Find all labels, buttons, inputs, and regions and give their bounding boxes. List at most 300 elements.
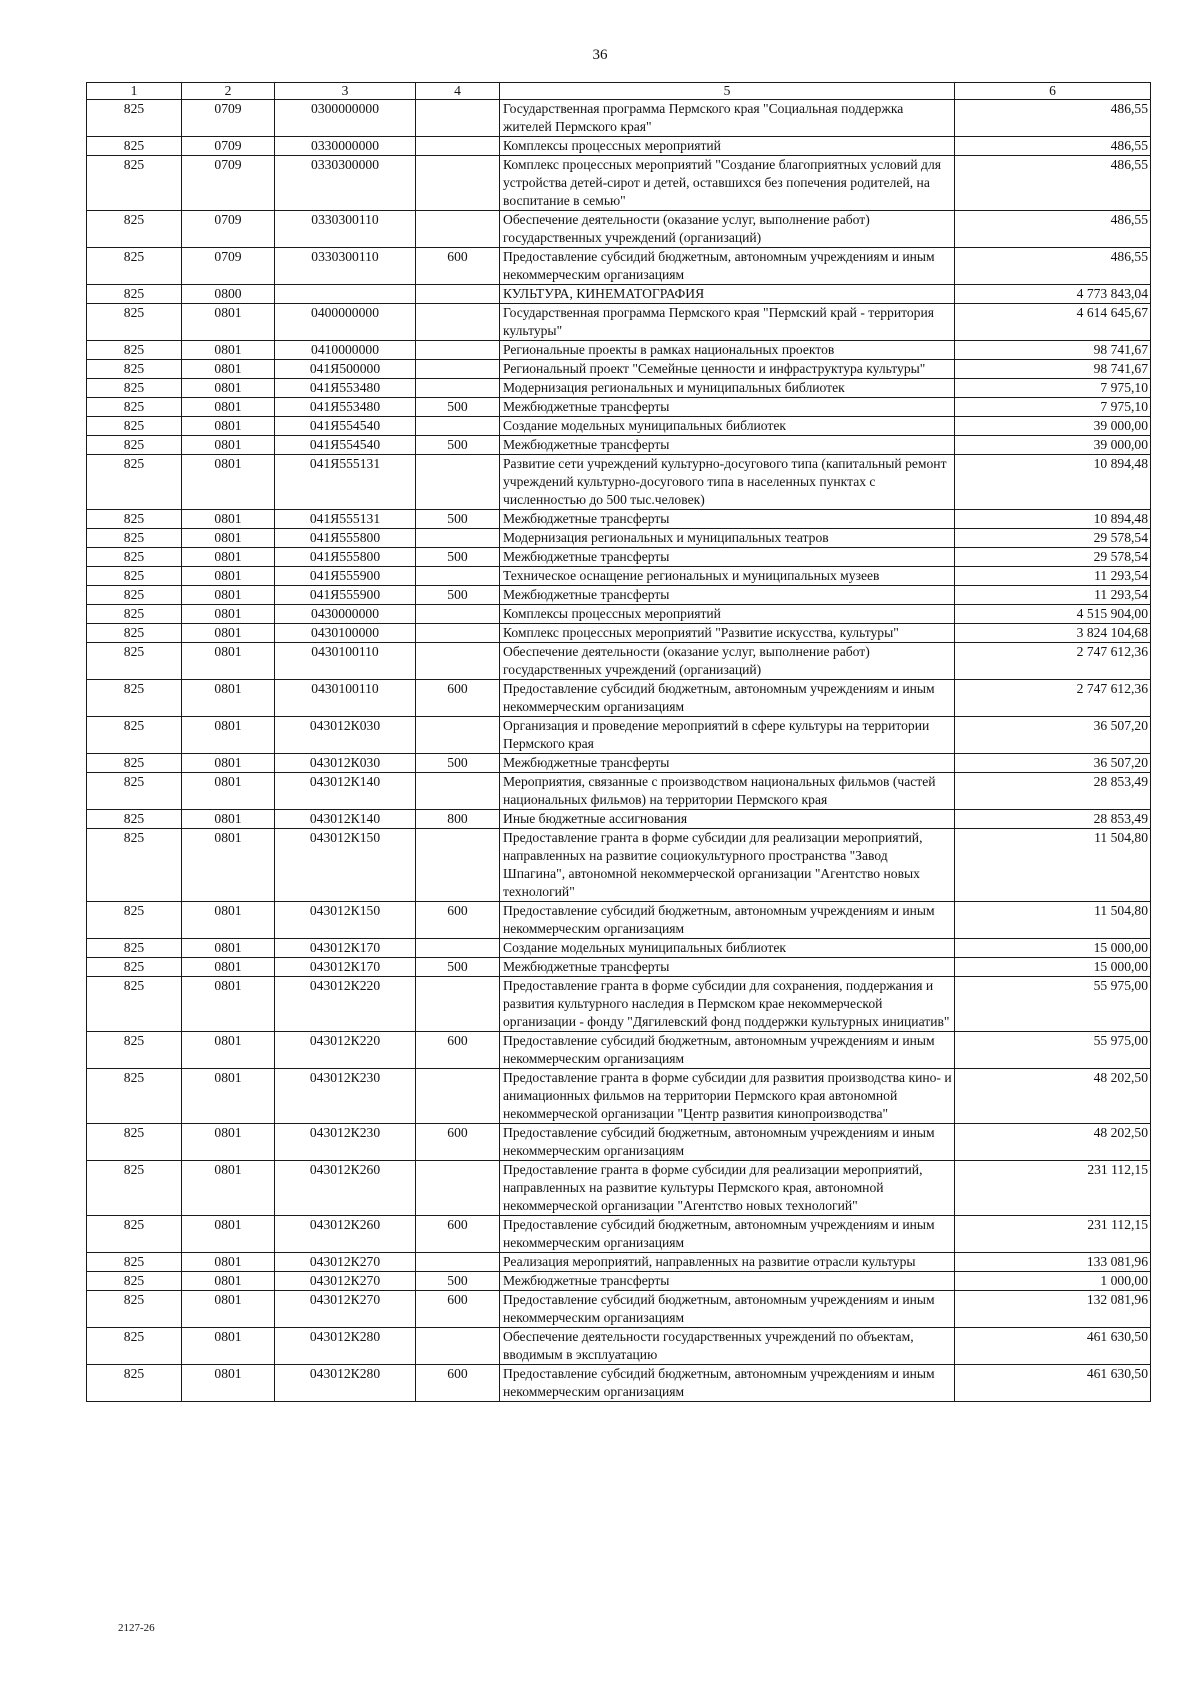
expense-type-cell: [416, 379, 500, 398]
table-row: [87, 624, 1151, 643]
admin-code-cell: 825: [87, 1291, 182, 1328]
admin-code-cell: 825: [87, 1365, 182, 1402]
table-row: [87, 156, 1151, 211]
description-cell: Создание модельных муниципальных библиотек: [500, 417, 955, 436]
header-col-1: 1: [87, 83, 182, 100]
target-code-cell: 041Я553480: [275, 379, 416, 398]
expense-type-cell: 500: [416, 586, 500, 605]
description-cell: Обеспечение деятельности (оказание услуг, выполнение работ) государственных учреждений (организаций): [500, 643, 955, 680]
description-cell: Модернизация региональных и муниципальных театров: [500, 529, 955, 548]
section-code-cell: 0709: [182, 156, 275, 211]
expense-type-cell: [416, 211, 500, 248]
description-cell: Предоставление гранта в форме субсидии для сохранения, поддержания и развития культурного наследия в Пермском крае некоммерческой организации - фонду "Дягилевский фонд поддержки культурных инициатив": [500, 977, 955, 1032]
description-cell: Государственная программа Пермского края "Социальная поддержка жителей Пермского края": [500, 100, 955, 137]
admin-code-cell: 825: [87, 137, 182, 156]
expense-type-cell: [416, 285, 500, 304]
description-cell: Предоставление субсидий бюджетным, автономным учреждениям и иным некоммерческим организациям: [500, 1124, 955, 1161]
section-code-cell: 0709: [182, 248, 275, 285]
expense-type-cell: 500: [416, 754, 500, 773]
admin-code-cell: 825: [87, 643, 182, 680]
expense-type-cell: 500: [416, 958, 500, 977]
amount-cell: 11 293,54: [955, 586, 1151, 605]
admin-code-cell: 825: [87, 605, 182, 624]
admin-code-cell: 825: [87, 529, 182, 548]
page-number: 36: [592, 47, 608, 63]
expense-type-cell: 500: [416, 510, 500, 529]
admin-code-cell: 825: [87, 417, 182, 436]
table-row: [87, 436, 1151, 455]
expense-type-cell: [416, 156, 500, 211]
admin-code-cell: 825: [87, 510, 182, 529]
table-header: [87, 83, 1151, 100]
target-code-cell: 043012К280: [275, 1328, 416, 1365]
expense-type-cell: [416, 773, 500, 810]
amount-cell: 2 747 612,36: [955, 680, 1151, 717]
table-row: [87, 379, 1151, 398]
target-code-cell: 043012К260: [275, 1161, 416, 1216]
table-row: [87, 1365, 1151, 1402]
amount-cell: 36 507,20: [955, 717, 1151, 754]
description-cell: Предоставление субсидий бюджетным, автономным учреждениям и иным некоммерческим организациям: [500, 248, 955, 285]
target-code-cell: 041Я500000: [275, 360, 416, 379]
description-cell: КУЛЬТУРА, КИНЕМАТОГРАФИЯ: [500, 285, 955, 304]
section-code-cell: 0801: [182, 977, 275, 1032]
header-col-4: 4: [416, 83, 500, 100]
description-cell: Комплексы процессных мероприятий: [500, 605, 955, 624]
admin-code-cell: 825: [87, 156, 182, 211]
description-cell: Межбюджетные трансферты: [500, 586, 955, 605]
description-cell: Комплексы процессных мероприятий: [500, 137, 955, 156]
table-row: [87, 567, 1151, 586]
table-row: [87, 398, 1151, 417]
amount-cell: 133 081,96: [955, 1253, 1151, 1272]
description-cell: Создание модельных муниципальных библиотек: [500, 939, 955, 958]
section-code-cell: 0801: [182, 379, 275, 398]
section-code-cell: 0801: [182, 773, 275, 810]
section-code-cell: 0709: [182, 137, 275, 156]
table-row: [87, 1161, 1151, 1216]
target-code-cell: [275, 285, 416, 304]
target-code-cell: 0410000000: [275, 341, 416, 360]
description-cell: Межбюджетные трансферты: [500, 958, 955, 977]
expense-type-cell: [416, 137, 500, 156]
admin-code-cell: 825: [87, 754, 182, 773]
section-code-cell: 0801: [182, 624, 275, 643]
description-cell: Техническое оснащение региональных и муниципальных музеев: [500, 567, 955, 586]
expense-type-cell: [416, 1161, 500, 1216]
expense-type-cell: [416, 717, 500, 754]
section-code-cell: 0800: [182, 285, 275, 304]
description-cell: Реализация мероприятий, направленных на развитие отрасли культуры: [500, 1253, 955, 1272]
table-row: [87, 977, 1151, 1032]
admin-code-cell: 825: [87, 341, 182, 360]
section-code-cell: 0801: [182, 643, 275, 680]
expense-type-cell: [416, 455, 500, 510]
budget-table: [86, 82, 1151, 1402]
description-cell: Предоставление субсидий бюджетным, автономным учреждениям и иным некоммерческим организациям: [500, 1291, 955, 1328]
description-cell: Межбюджетные трансферты: [500, 436, 955, 455]
target-code-cell: 0300000000: [275, 100, 416, 137]
target-code-cell: 043012К220: [275, 1032, 416, 1069]
description-cell: Иные бюджетные ассигнования: [500, 810, 955, 829]
amount-cell: 486,55: [955, 100, 1151, 137]
table-row: [87, 137, 1151, 156]
table-row: [87, 1272, 1151, 1291]
expense-type-cell: 500: [416, 1272, 500, 1291]
target-code-cell: 043012К220: [275, 977, 416, 1032]
amount-cell: 4 515 904,00: [955, 605, 1151, 624]
description-cell: Предоставление субсидий бюджетным, автономным учреждениям и иным некоммерческим организациям: [500, 902, 955, 939]
amount-cell: 48 202,50: [955, 1124, 1151, 1161]
amount-cell: 486,55: [955, 211, 1151, 248]
section-code-cell: 0709: [182, 211, 275, 248]
table-row: [87, 680, 1151, 717]
admin-code-cell: 825: [87, 680, 182, 717]
amount-cell: 7 975,10: [955, 379, 1151, 398]
target-code-cell: 043012К280: [275, 1365, 416, 1402]
target-code-cell: 0330300110: [275, 211, 416, 248]
expense-type-cell: [416, 304, 500, 341]
table-row: [87, 605, 1151, 624]
description-cell: Межбюджетные трансферты: [500, 548, 955, 567]
table-row: [87, 529, 1151, 548]
admin-code-cell: 825: [87, 717, 182, 754]
section-code-cell: 0801: [182, 455, 275, 510]
expense-type-cell: [416, 1069, 500, 1124]
table-row: [87, 1291, 1151, 1328]
section-code-cell: 0801: [182, 939, 275, 958]
amount-cell: 28 853,49: [955, 810, 1151, 829]
table-row: [87, 810, 1151, 829]
admin-code-cell: 825: [87, 902, 182, 939]
admin-code-cell: 825: [87, 939, 182, 958]
amount-cell: 7 975,10: [955, 398, 1151, 417]
table-row: [87, 829, 1151, 902]
admin-code-cell: 825: [87, 977, 182, 1032]
target-code-cell: 041Я555900: [275, 586, 416, 605]
expense-type-cell: 600: [416, 902, 500, 939]
section-code-cell: 0801: [182, 810, 275, 829]
expense-type-cell: 500: [416, 548, 500, 567]
section-code-cell: 0801: [182, 1291, 275, 1328]
description-cell: Межбюджетные трансферты: [500, 398, 955, 417]
target-code-cell: 041Я555800: [275, 548, 416, 567]
table-row: [87, 1032, 1151, 1069]
table-row: [87, 548, 1151, 567]
table-row: [87, 211, 1151, 248]
description-cell: Межбюджетные трансферты: [500, 754, 955, 773]
admin-code-cell: 825: [87, 773, 182, 810]
description-cell: Организация и проведение мероприятий в сфере культуры на территории Пермского края: [500, 717, 955, 754]
table-row: [87, 1069, 1151, 1124]
table-row: [87, 958, 1151, 977]
expense-type-cell: 600: [416, 1291, 500, 1328]
target-code-cell: 043012К270: [275, 1291, 416, 1328]
section-code-cell: 0801: [182, 341, 275, 360]
target-code-cell: 041Я555131: [275, 510, 416, 529]
expense-type-cell: 600: [416, 1365, 500, 1402]
target-code-cell: 043012К140: [275, 810, 416, 829]
amount-cell: 28 853,49: [955, 773, 1151, 810]
target-code-cell: 043012К230: [275, 1124, 416, 1161]
amount-cell: 11 504,80: [955, 829, 1151, 902]
table-row: [87, 285, 1151, 304]
admin-code-cell: 825: [87, 586, 182, 605]
expense-type-cell: 600: [416, 1124, 500, 1161]
description-cell: Межбюджетные трансферты: [500, 1272, 955, 1291]
amount-cell: 4 773 843,04: [955, 285, 1151, 304]
expense-type-cell: 600: [416, 680, 500, 717]
table-row: [87, 510, 1151, 529]
description-cell: Государственная программа Пермского края "Пермский край - территория культуры": [500, 304, 955, 341]
description-cell: Комплекс процессных мероприятий "Создание благоприятных условий для устройства детей-сирот и детей, оставшихся без попечения родителей, на воспитание в семью": [500, 156, 955, 211]
amount-cell: 461 630,50: [955, 1365, 1151, 1402]
target-code-cell: 043012К170: [275, 958, 416, 977]
amount-cell: 48 202,50: [955, 1069, 1151, 1124]
target-code-cell: 043012К150: [275, 829, 416, 902]
admin-code-cell: 825: [87, 100, 182, 137]
amount-cell: 15 000,00: [955, 939, 1151, 958]
section-code-cell: 0801: [182, 1216, 275, 1253]
table-row: [87, 248, 1151, 285]
amount-cell: 11 293,54: [955, 567, 1151, 586]
header-col-3: 3: [275, 83, 416, 100]
expense-type-cell: 600: [416, 1216, 500, 1253]
section-code-cell: 0801: [182, 829, 275, 902]
amount-cell: 55 975,00: [955, 977, 1151, 1032]
admin-code-cell: 825: [87, 398, 182, 417]
expense-type-cell: [416, 977, 500, 1032]
admin-code-cell: 825: [87, 436, 182, 455]
description-cell: Предоставление субсидий бюджетным, автономным учреждениям и иным некоммерческим организациям: [500, 1032, 955, 1069]
amount-cell: 10 894,48: [955, 455, 1151, 510]
amount-cell: 1 000,00: [955, 1272, 1151, 1291]
table-row: [87, 717, 1151, 754]
admin-code-cell: 825: [87, 379, 182, 398]
table-row: [87, 939, 1151, 958]
admin-code-cell: 825: [87, 1032, 182, 1069]
admin-code-cell: 825: [87, 304, 182, 341]
table-row: [87, 417, 1151, 436]
expense-type-cell: [416, 417, 500, 436]
header-row: [87, 83, 1151, 100]
amount-cell: 15 000,00: [955, 958, 1151, 977]
target-code-cell: 043012К030: [275, 717, 416, 754]
target-code-cell: 041Я555800: [275, 529, 416, 548]
target-code-cell: 0430100000: [275, 624, 416, 643]
expense-type-cell: 500: [416, 398, 500, 417]
target-code-cell: 043012К030: [275, 754, 416, 773]
target-code-cell: 041Я555900: [275, 567, 416, 586]
description-cell: Предоставление гранта в форме субсидии для реализации мероприятий, направленных на развитие социокультурного пространства "Завод Шпагина", автономной некоммерческой организации "Агентство новых технологий": [500, 829, 955, 902]
table-row: [87, 1253, 1151, 1272]
section-code-cell: 0801: [182, 1069, 275, 1124]
admin-code-cell: 825: [87, 1161, 182, 1216]
table-body: [87, 100, 1151, 1402]
expense-type-cell: [416, 829, 500, 902]
amount-cell: 2 747 612,36: [955, 643, 1151, 680]
admin-code-cell: 825: [87, 1328, 182, 1365]
table-row: [87, 773, 1151, 810]
target-code-cell: 0330000000: [275, 137, 416, 156]
section-code-cell: 0801: [182, 586, 275, 605]
description-cell: Межбюджетные трансферты: [500, 510, 955, 529]
section-code-cell: 0709: [182, 100, 275, 137]
admin-code-cell: 825: [87, 1253, 182, 1272]
section-code-cell: 0801: [182, 958, 275, 977]
admin-code-cell: 825: [87, 567, 182, 586]
amount-cell: 39 000,00: [955, 436, 1151, 455]
description-cell: Обеспечение деятельности государственных учреждений по объектам, вводимым в эксплуатацию: [500, 1328, 955, 1365]
expense-type-cell: 500: [416, 436, 500, 455]
target-code-cell: 043012К270: [275, 1253, 416, 1272]
amount-cell: 461 630,50: [955, 1328, 1151, 1365]
target-code-cell: 041Я554540: [275, 417, 416, 436]
expense-type-cell: [416, 360, 500, 379]
target-code-cell: 0330300000: [275, 156, 416, 211]
admin-code-cell: 825: [87, 211, 182, 248]
amount-cell: 10 894,48: [955, 510, 1151, 529]
table-row: [87, 586, 1151, 605]
admin-code-cell: 825: [87, 1124, 182, 1161]
description-cell: Развитие сети учреждений культурно-досугового типа (капитальный ремонт учреждений культурно-досугового типа в населенных пунктах с численностью до 500 тыс.человек): [500, 455, 955, 510]
table-row: [87, 754, 1151, 773]
table-row: [87, 455, 1151, 510]
description-cell: Предоставление субсидий бюджетным, автономным учреждениям и иным некоммерческим организациям: [500, 1365, 955, 1402]
target-code-cell: 041Я553480: [275, 398, 416, 417]
header-col-2: 2: [182, 83, 275, 100]
expense-type-cell: 600: [416, 1032, 500, 1069]
table-row: [87, 1124, 1151, 1161]
admin-code-cell: 825: [87, 624, 182, 643]
target-code-cell: 041Я554540: [275, 436, 416, 455]
admin-code-cell: 825: [87, 1272, 182, 1291]
description-cell: Мероприятия, связанные с производством национальных фильмов (частей национальных фильмов) на территории Пермского края: [500, 773, 955, 810]
expense-type-cell: [416, 643, 500, 680]
admin-code-cell: 825: [87, 548, 182, 567]
target-code-cell: 0400000000: [275, 304, 416, 341]
table-row: [87, 1216, 1151, 1253]
amount-cell: 55 975,00: [955, 1032, 1151, 1069]
amount-cell: 132 081,96: [955, 1291, 1151, 1328]
admin-code-cell: 825: [87, 1216, 182, 1253]
expense-type-cell: 600: [416, 248, 500, 285]
amount-cell: 231 112,15: [955, 1161, 1151, 1216]
expense-type-cell: [416, 567, 500, 586]
description-cell: Комплекс процессных мероприятий "Развитие искусства, культуры": [500, 624, 955, 643]
admin-code-cell: 825: [87, 829, 182, 902]
target-code-cell: 0430100110: [275, 643, 416, 680]
section-code-cell: 0801: [182, 436, 275, 455]
expense-type-cell: [416, 939, 500, 958]
section-code-cell: 0801: [182, 417, 275, 436]
expense-type-cell: [416, 529, 500, 548]
expense-type-cell: [416, 100, 500, 137]
description-cell: Обеспечение деятельности (оказание услуг, выполнение работ) государственных учреждений (организаций): [500, 211, 955, 248]
expense-type-cell: [416, 605, 500, 624]
target-code-cell: 043012К140: [275, 773, 416, 810]
header-col-5: 5: [500, 83, 955, 100]
section-code-cell: 0801: [182, 510, 275, 529]
section-code-cell: 0801: [182, 1328, 275, 1365]
amount-cell: 29 578,54: [955, 548, 1151, 567]
target-code-cell: 0430100110: [275, 680, 416, 717]
description-cell: Предоставление гранта в форме субсидии для реализации мероприятий, направленных на развитие культуры Пермского края, автономной некоммерческой организации "Агентство новых технологий": [500, 1161, 955, 1216]
target-code-cell: 0330300110: [275, 248, 416, 285]
expense-type-cell: [416, 1253, 500, 1272]
admin-code-cell: 825: [87, 360, 182, 379]
section-code-cell: 0801: [182, 529, 275, 548]
target-code-cell: 043012К260: [275, 1216, 416, 1253]
target-code-cell: 043012К230: [275, 1069, 416, 1124]
amount-cell: 486,55: [955, 156, 1151, 211]
section-code-cell: 0801: [182, 304, 275, 341]
section-code-cell: 0801: [182, 1365, 275, 1402]
amount-cell: 11 504,80: [955, 902, 1151, 939]
admin-code-cell: 825: [87, 1069, 182, 1124]
section-code-cell: 0801: [182, 1253, 275, 1272]
amount-cell: 3 824 104,68: [955, 624, 1151, 643]
description-cell: Предоставление субсидий бюджетным, автономным учреждениям и иным некоммерческим организациям: [500, 680, 955, 717]
amount-cell: 39 000,00: [955, 417, 1151, 436]
expense-type-cell: [416, 1328, 500, 1365]
target-code-cell: 043012К150: [275, 902, 416, 939]
target-code-cell: 043012К170: [275, 939, 416, 958]
admin-code-cell: 825: [87, 285, 182, 304]
table-row: [87, 360, 1151, 379]
target-code-cell: 043012К270: [275, 1272, 416, 1291]
description-cell: Региональный проект "Семейные ценности и инфраструктура культуры": [500, 360, 955, 379]
expense-type-cell: [416, 624, 500, 643]
amount-cell: 486,55: [955, 248, 1151, 285]
header-col-6: 6: [955, 83, 1151, 100]
target-code-cell: 0430000000: [275, 605, 416, 624]
section-code-cell: 0801: [182, 1124, 275, 1161]
amount-cell: 231 112,15: [955, 1216, 1151, 1253]
document-code: 2127-26: [118, 1622, 155, 1634]
section-code-cell: 0801: [182, 1272, 275, 1291]
section-code-cell: 0801: [182, 717, 275, 754]
table-row: [87, 643, 1151, 680]
amount-cell: 486,55: [955, 137, 1151, 156]
admin-code-cell: 825: [87, 455, 182, 510]
amount-cell: 36 507,20: [955, 754, 1151, 773]
amount-cell: 29 578,54: [955, 529, 1151, 548]
table-row: [87, 304, 1151, 341]
target-code-cell: 041Я555131: [275, 455, 416, 510]
description-cell: Предоставление субсидий бюджетным, автономным учреждениям и иным некоммерческим организациям: [500, 1216, 955, 1253]
section-code-cell: 0801: [182, 567, 275, 586]
table-row: [87, 100, 1151, 137]
expense-type-cell: [416, 341, 500, 360]
section-code-cell: 0801: [182, 548, 275, 567]
admin-code-cell: 825: [87, 958, 182, 977]
section-code-cell: 0801: [182, 605, 275, 624]
admin-code-cell: 825: [87, 810, 182, 829]
description-cell: Модернизация региональных и муниципальных библиотек: [500, 379, 955, 398]
description-cell: Региональные проекты в рамках национальных проектов: [500, 341, 955, 360]
section-code-cell: 0801: [182, 360, 275, 379]
description-cell: Предоставление гранта в форме субсидии для развития производства кино- и анимационных фильмов на территории Пермского края автономной некоммерческой организации "Центр развития кинопроизводства": [500, 1069, 955, 1124]
section-code-cell: 0801: [182, 398, 275, 417]
section-code-cell: 0801: [182, 1161, 275, 1216]
section-code-cell: 0801: [182, 1032, 275, 1069]
section-code-cell: 0801: [182, 680, 275, 717]
table-row: [87, 1328, 1151, 1365]
amount-cell: 4 614 645,67: [955, 304, 1151, 341]
amount-cell: 98 741,67: [955, 360, 1151, 379]
section-code-cell: 0801: [182, 754, 275, 773]
